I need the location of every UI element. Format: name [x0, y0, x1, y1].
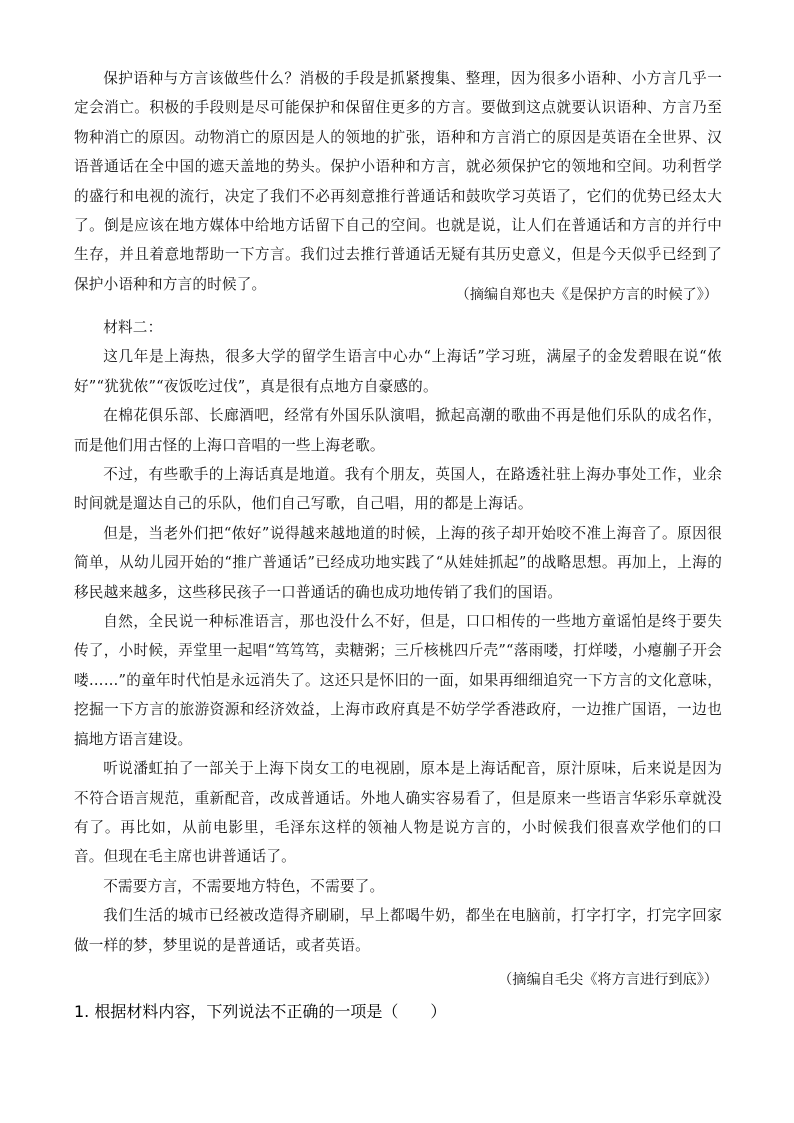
material-two-source: （摘编自毛尖《将方言进行到底》）	[498, 972, 718, 988]
material-two-paragraph: 但是，当老外们把“侬好”说得越来越地道的时候，上海的孩子却开始咬不准上海音了。原因很简单，从幼儿园开始的“推广普通话”已经成功地实践了“从娃娃抓起”的战略思想。再加上，上海的移民越来越多，这些移民孩子一口普通话的确也成功地传销了我们的国语。	[74, 524, 722, 601]
material-one	[74, 64, 722, 299]
question-stem: 1. 根据材料内容，下列说法不正确的一项是（ ）	[74, 1002, 447, 1021]
material-two-paragraph: 自然，全民说一种标准语言，那也没什么不好，但是，口口相传的一些地方童谣怕是终于要失传了，小时候，弄堂里一起唱“笃笃笃，卖糖粥；三斤核桃四斤壳”“落雨喽，打烊喽，小瘪蒯子开会喽……”的童年时代怕是永远消失了。这还只是怀旧的一面，如果再细细追究一下方言的文化意味，挖掘一下方言的旅游资源和经济效益，上海市政府真是不妨学学香港政府，一边推广国语，一边也搞地方语言建设。	[74, 613, 722, 748]
material-two-paragraph: 我们生活的城市已经被改造得齐刷刷，早上都喝牛奶，都坐在电脑前，打字打字，打完字回家做一样的梦，梦里说的是普通话，或者英语。	[74, 907, 722, 954]
material-one-paragraph: 保护语种与方言该做些什么？消极的手段是抓紧搜集、整理，因为很多小语种、小方言几乎一定会消亡。积极的手段则是尽可能保护和保留住更多的方言。要做到这点就要认识语种、方言乃至物种消亡的原因。动物消亡的原因是人的领地的扩张，语种和方言消亡的原因是英语在全世界、汉语普通话在全中国的遮天盖地的势头。保护小语种和方言，就必须保护它的领地和空间。功利哲学的盛行和电视的流行，决定了我们不必再刻意推行普通话和鼓吹学习英语了，它们的优势已经太大了。倒是应该在地方媒体中给地方话留下自己的空间。也就是说，让人们在普通话和方言的并行中生存，并且着意地帮助一下方言。我们过去推行普通话无疑有其历史意义，但是今天似乎已经到了保护小语种和方言的时候了。	[74, 70, 722, 293]
material-one-source: （摘编自郑也夫《是保护方言的时候了》）	[455, 287, 718, 303]
material-two-paragraph: 不需要方言，不需要地方特色，不需要了。	[103, 877, 385, 895]
material-two-paragraph: 不过，有些歌手的上海话真是地道。我有个朋友，英国人，在路透社驻上海办事处工作，业余时间就是遛达自己的乐队，他们自己写歌，自己唱，用的都是上海话。	[74, 466, 722, 513]
material-two-paragraph: 在棉花俱乐部、长廊酒吧，经常有外国乐队演唱，掀起高潮的歌曲不再是他们乐队的成名作，而是他们用古怪的上海口音唱的一些上海老歌。	[74, 407, 722, 454]
material-two-paragraph: 听说潘虹拍了一部关于上海下岗女工的电视剧，原本是上海话配音，原汁原味，后来说是因为不符合语言规范，重新配音，改成普通话。外地人确实容易看了，但是原来一些语言华彩乐章就没有了。再比如，从前电影里，毛泽东这样的领袖人物是说方言的，小时候我们很喜欢学他们的口音。但现在毛主席也讲普通话了。	[74, 760, 722, 866]
material-two	[74, 313, 722, 960]
material-two-paragraph: 这几年是上海热，很多大学的留学生语言中心办“上海话”学习班，满屋子的金发碧眼在说“侬好”“犹犹侬”“夜饭吃过伐”，真是很有点地方自豪感的。	[74, 348, 722, 395]
material-two-heading: 材料二：	[103, 319, 163, 336]
